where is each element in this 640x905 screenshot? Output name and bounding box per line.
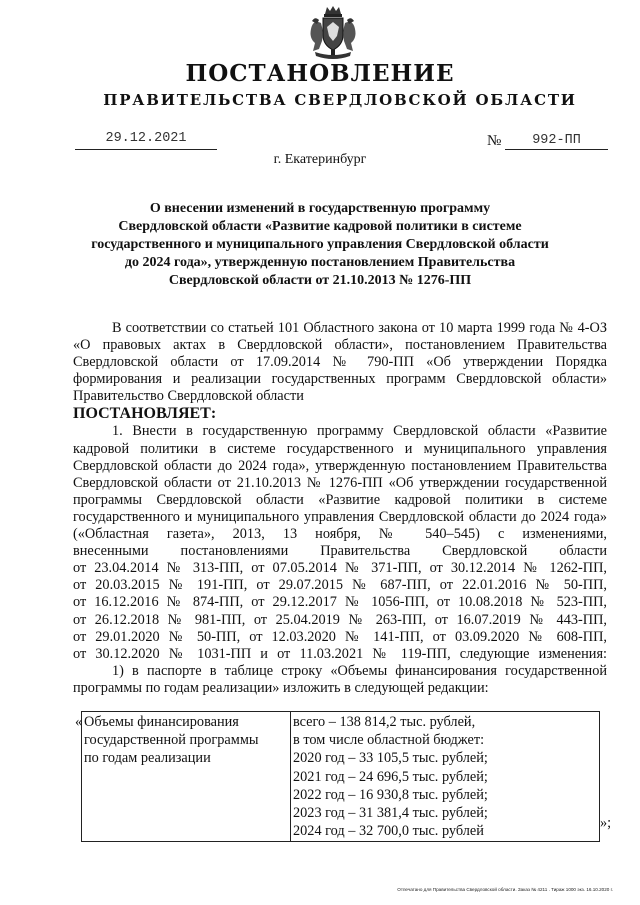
value-line: всего – 138 814,2 тыс. рублей,: [293, 714, 476, 730]
number-sign: №: [487, 133, 502, 149]
document-number: 992-ПП: [532, 133, 581, 148]
document-title: ПОСТАНОВЛЕНИЕ: [185, 60, 455, 87]
value-line: в том числе областной бюджет:: [293, 732, 485, 749]
coat-of-arms-icon: [303, 5, 363, 63]
subitem-1-paragraph: 1) в паспорте в таблице строку «Объемы финансирования государственной программы по годам реализации» изложить в следующей редакции:: [73, 662, 607, 696]
table-open-quote: «: [75, 714, 83, 730]
table-value-cell: [291, 712, 600, 842]
heading-line: О внесении изменений в государственную программу: [149, 201, 491, 216]
preamble-paragraph: В соответствии со статьей 101 Областного закона от 10 марта 1999 года № 4-ОЗ «О правовых актах в Свердловской области», постановлением Правительства Свердловской области от 17.09.2014 № 790-ПП «Об утверждении Порядка формирования и реализации государственных программ Свердловской области» Правительство Свердловской области: [73, 320, 607, 405]
value-line: 2021 год – 24 696,5 тыс. рублей;: [293, 768, 488, 785]
heading-line: Свердловской области «Развитие кадровой политики в системе: [118, 219, 522, 234]
item-1-paragraph: 1. Внести в государственную программу Свердловской области «Развитие кадровой политики в системе государственного и муниципального управления Свердловской области до 2024 года», утвержденную постановлением Правительства Свердловской области от 21.10.2013 № 1276-ПП «Об утверждении государственной программы Свердловской области «Развитие кадровой политики в системе государственного и муниципального управления Свердловской области до 2024 года» («Областная газета», 2013, 13 ноября, № 540–545) с изменениями,: [73, 423, 607, 543]
table-close-quote: »;: [600, 815, 612, 831]
print-footer: Отпечатано для Правительства Свердловской области. Заказ № 4211 . Тираж 1000 экз. 16.10.2020 г.: [397, 887, 613, 892]
heading-line: до 2024 года», утвержденную постановлением Правительства: [124, 255, 516, 270]
value-line: 2022 год – 16 930,8 тыс. рублей;: [293, 786, 488, 803]
amendment-line: от 29.01.2020 № 50-ПП, от 12.03.2020 № 141-ПП, от 03.09.2020 № 608-ПП,: [73, 628, 607, 645]
amendment-line: от 30.12.2020 № 1031-ПП и от 11.03.2021 № 119-ПП, следующие изменения:: [73, 645, 607, 662]
issuing-authority: ПРАВИТЕЛЬСТВА СВЕРДЛОВСКОЙ ОБЛАСТИ: [103, 91, 577, 109]
date-underline: [75, 149, 217, 150]
financing-table: [81, 711, 600, 842]
heading-line: государственного и муниципального управления Свердловской области: [91, 237, 549, 252]
decree-word: ПОСТАНОВЛЯЕТ:: [73, 405, 217, 423]
label-line: государственной программы: [84, 732, 259, 749]
label-line: Объемы финансирования: [84, 714, 239, 730]
number-underline: [505, 149, 608, 150]
value-line: 2024 год – 32 700,0 тыс. рублей: [293, 823, 484, 840]
table-label-cell: [82, 712, 291, 842]
value-line: 2023 год – 31 381,4 тыс. рублей;: [293, 805, 488, 822]
amendment-line: внесенными постановлениями Правительства Свердловской области: [73, 543, 607, 560]
amendment-line: от 20.03.2015 № 191-ПП, от 29.07.2015 № 687-ПП, от 22.01.2016 № 50-ПП,: [73, 577, 607, 594]
amendment-line: от 16.12.2016 № 874-ПП, от 29.12.2017 № 1056-ПП, от 10.08.2018 № 523-ПП,: [73, 594, 607, 611]
amendment-line: от 26.12.2018 № 981-ПП, от 25.04.2019 № 263-ПП, от 16.07.2019 № 443-ПП,: [73, 611, 607, 628]
document-date: 29.12.2021: [105, 131, 187, 146]
label-line: по годам реализации: [84, 750, 211, 767]
document-body: [73, 320, 607, 697]
heading-line: Свердловской области от 21.10.2013 № 1276-ПП: [168, 273, 472, 288]
table-row: [82, 712, 600, 842]
amendment-line: от 23.04.2014 № 313-ПП, от 07.05.2014 № 371-ПП, от 30.12.2014 № 1262-ПП,: [73, 560, 607, 577]
value-line: 2020 год – 33 105,5 тыс. рублей;: [293, 750, 488, 767]
document-heading: [80, 200, 560, 290]
city: г. Екатеринбург: [273, 152, 367, 167]
